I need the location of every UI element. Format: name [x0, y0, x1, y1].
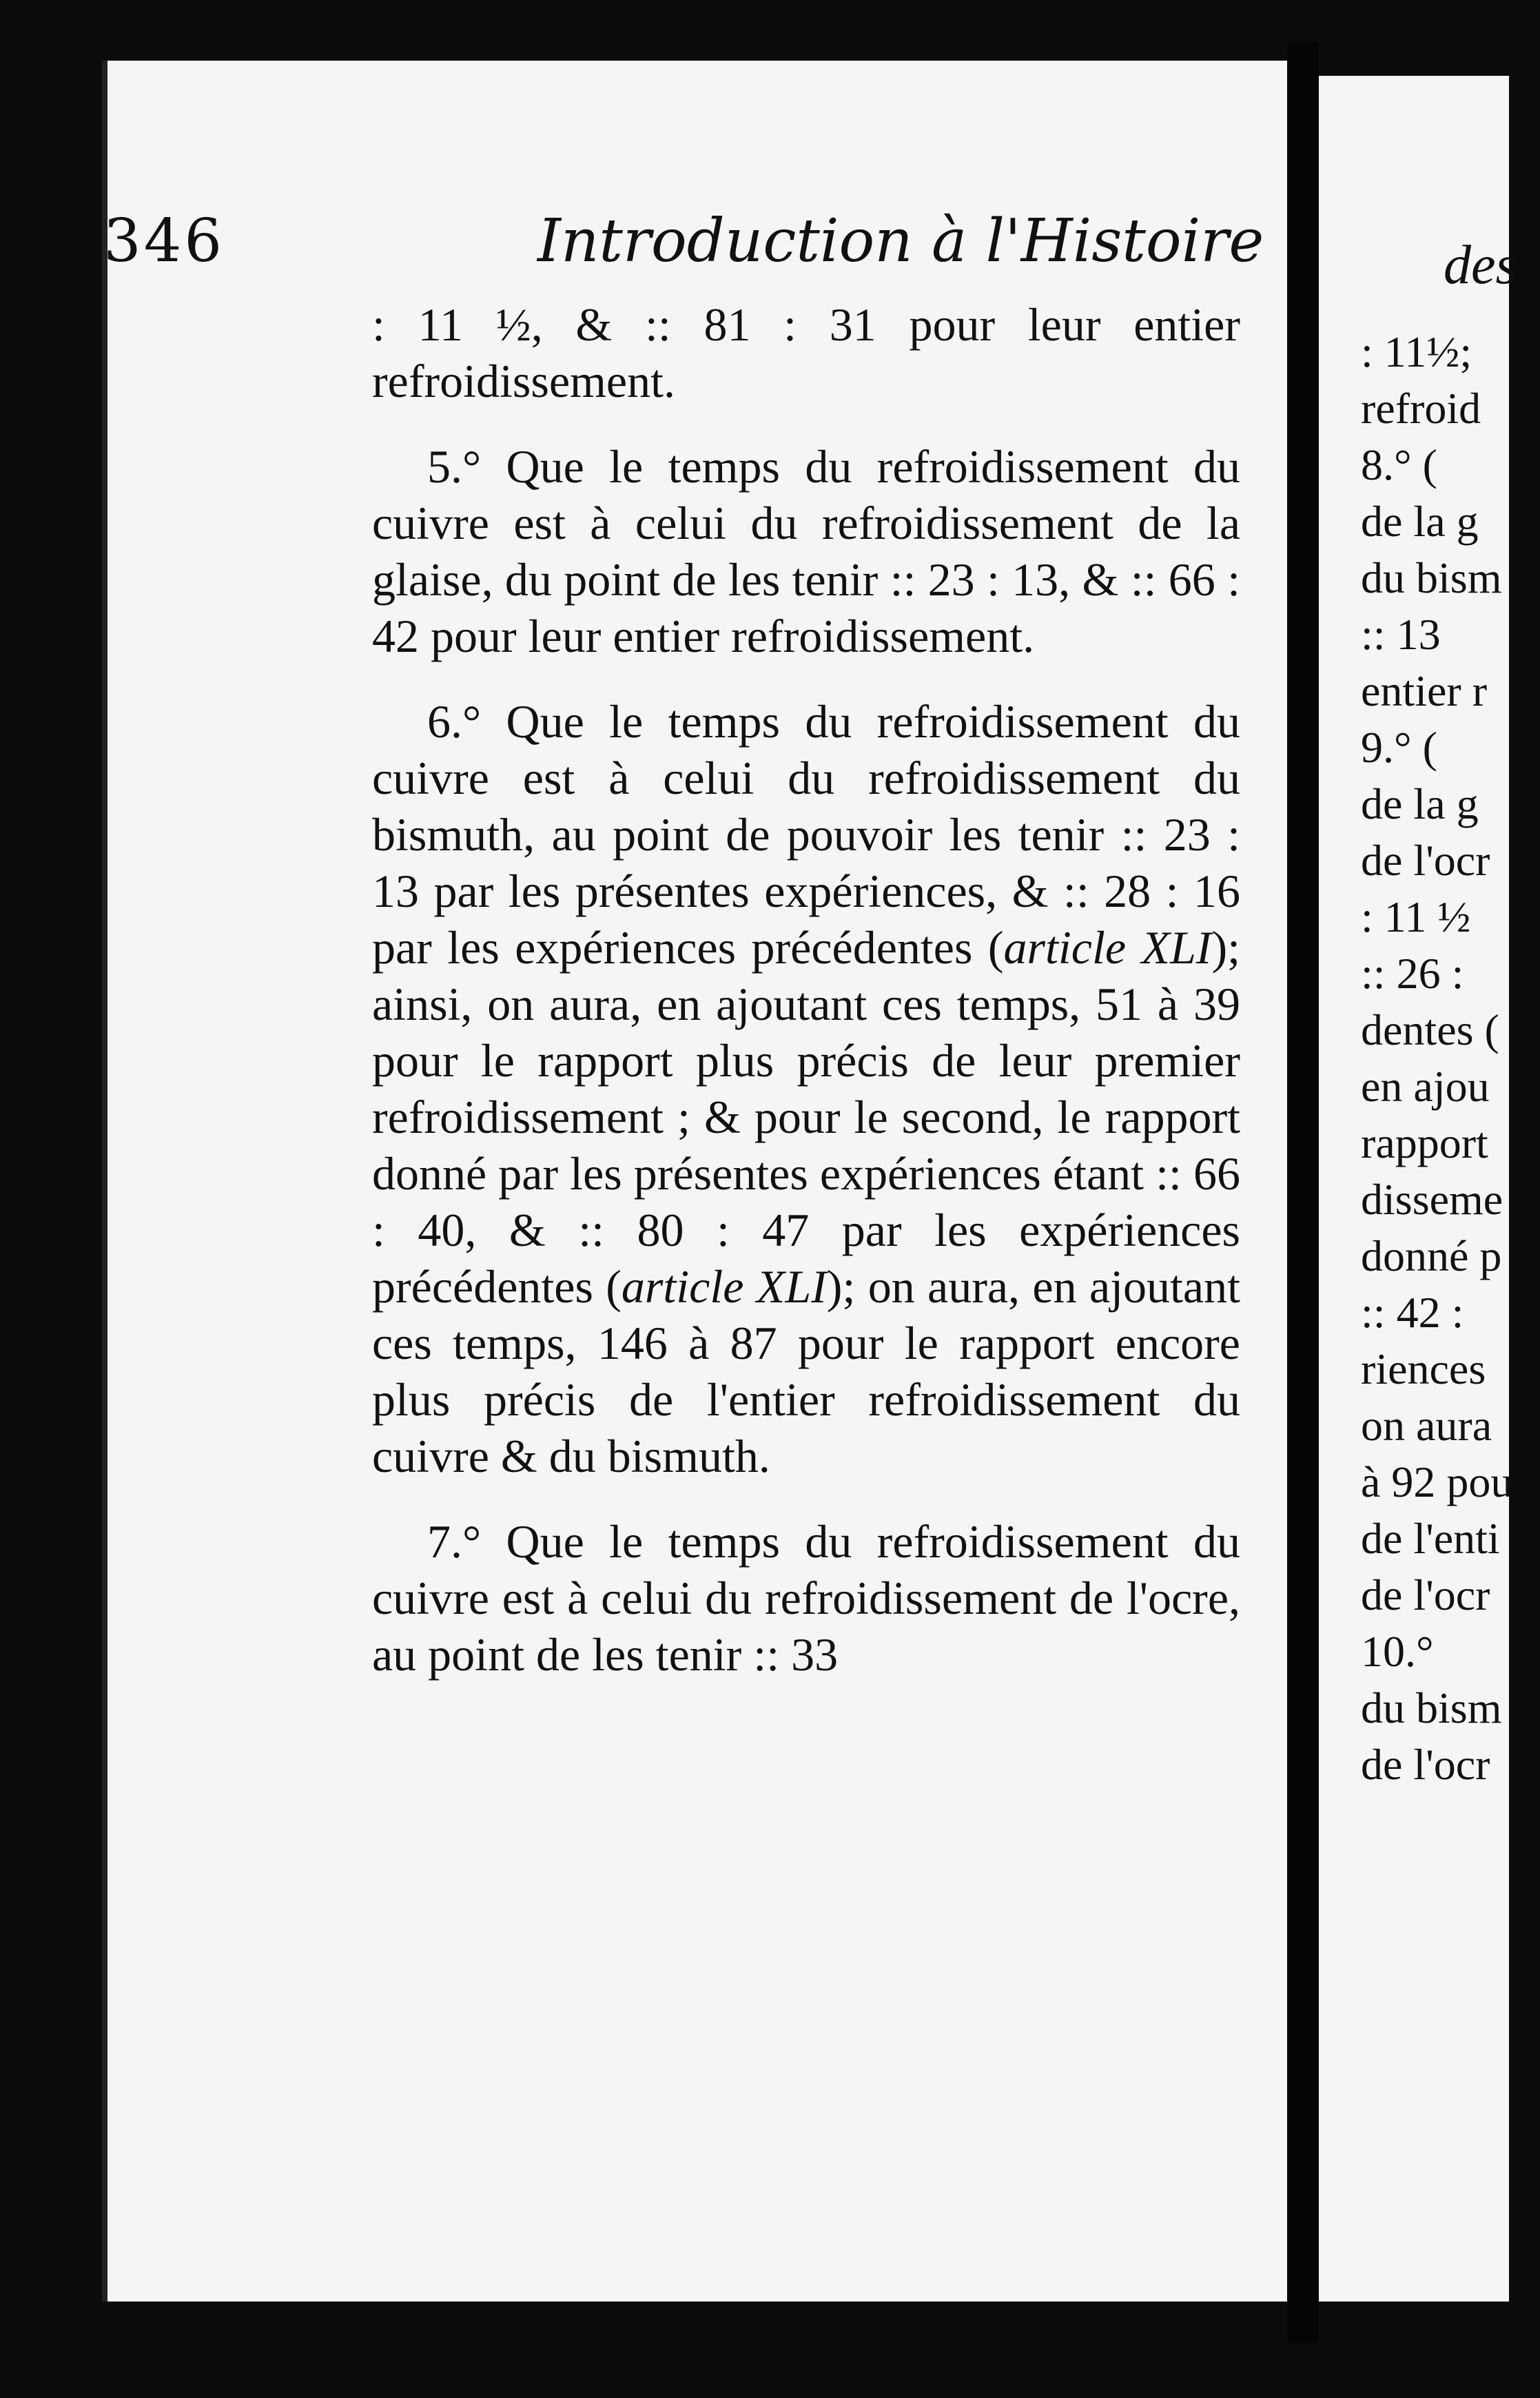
right-page-line: de la g [1361, 779, 1479, 828]
right-page-line: du bism [1361, 553, 1502, 602]
page-number: 346 [103, 207, 225, 276]
right-page-line: 10.° [1361, 1627, 1434, 1676]
right-page-title: des [1444, 235, 1517, 296]
paragraph-7: 7.° Que le temps du refroidissement du cuivre est à celui du refroidissement de l'ocre, au point de les tenir :: 33 [372, 1515, 1240, 1681]
right-page-line: refroid [1361, 384, 1481, 433]
paragraph-5: 5.° Que le temps du refroidissement du cuivre est à celui du refroidissement de la glaise, du point de les tenir :: 23 : 13, & :: 66 : 42 pour leur entier refroidissement. [372, 440, 1240, 662]
right-page-line: de l'ocr [1361, 1570, 1490, 1619]
right-page-line: : 11½; [1361, 327, 1472, 376]
right-page-line: riences [1361, 1344, 1486, 1393]
right-page-line: en ajou [1361, 1062, 1490, 1111]
book-gutter [1287, 41, 1319, 2343]
right-page-line: donné p [1361, 1231, 1502, 1280]
right-page-line: de l'enti [1361, 1514, 1500, 1563]
right-page-line: on aura [1361, 1401, 1492, 1450]
running-title: Introduction à l'Histoire [537, 207, 1264, 276]
paragraph-continuation: : 11 ½, & :: 81 : 31 pour leur entier refroidissement. [372, 298, 1240, 407]
paragraph-6 [372, 693, 1240, 1484]
article-reference: article XLI [621, 1260, 827, 1313]
right-page-line: de la g [1361, 497, 1479, 546]
right-page-line: dissemе [1361, 1175, 1503, 1224]
right-page-line: dentes ( [1361, 1005, 1499, 1054]
right-page-line: 8.° ( [1361, 440, 1437, 489]
right-page-line: rapport [1361, 1118, 1488, 1167]
body-text [372, 296, 1240, 1712]
right-page-line: de l'ocr [1361, 836, 1490, 885]
right-page-line: :: 26 : [1361, 949, 1464, 998]
right-page-line: : 11 ½ [1361, 892, 1471, 941]
article-reference: article XLI [1003, 921, 1212, 974]
right-page-lines [1361, 324, 1540, 1793]
right-page-line: 9.° ( [1361, 723, 1437, 772]
right-page-line: de l'ocr [1361, 1740, 1490, 1789]
paragraph-6-text-a: 6.° Que le temps du refroidissement du cuivre est à celui du refroidissement du bismuth, au point de pouvoir les tenir :: 23 : 13 par les présentes expériences, & :: 28 : 16 par les expériences précédentes ( [372, 695, 1240, 974]
right-page-line: :: 42 : [1361, 1288, 1464, 1337]
right-page-line: entier r [1361, 666, 1487, 715]
paragraph-6-text-c: ); on aura, en ajoutant ces temps, 146 à 87 pour le rapport encore plus précis de l'entier refroidissement du cuivre & du bismuth. [372, 1260, 1240, 1482]
right-page-line: du bism [1361, 1683, 1502, 1732]
right-page-line: :: 13 [1361, 610, 1441, 659]
paragraph-6-text-b: ); ainsi, on aura, en ajoutant ces temps, 51 à 39 pour le rapport plus précis de leur premier refroidissement ; & pour le second, le rapport donné par les présentes expériences étant :: 66 : 40, & :: 80 : 47 par les expériences précédentes ( [372, 921, 1240, 1313]
right-page-line: à 92 pou [1361, 1457, 1513, 1506]
